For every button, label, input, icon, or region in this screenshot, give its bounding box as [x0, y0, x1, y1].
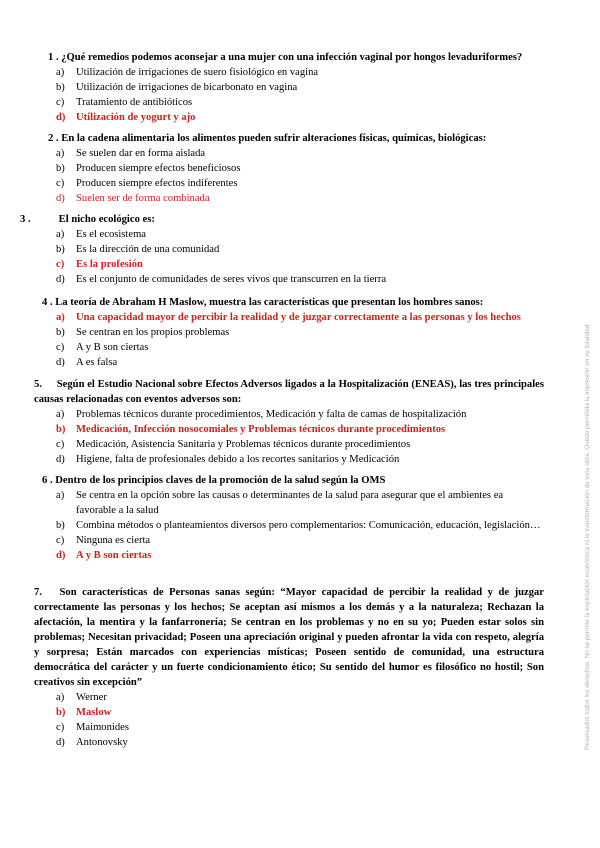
- option-c: c) Tratamiento de antibióticos: [56, 97, 193, 108]
- option-a: a) Werner: [56, 692, 107, 703]
- question-text: El nicho ecológico es:: [58, 214, 155, 225]
- option-d-correct: d) Utilización de yogurt y ajo: [56, 112, 196, 123]
- option-c-correct: c) Es la profesión: [56, 259, 143, 270]
- watermark-text: Reservados todos los derechos. No se permite la explotación económica ni la transformación de esta obra. Queda permitida la impresión en su totalidad.: [584, 322, 591, 750]
- option-d: d) Higiene, falta de profesionales debido a los recortes sanitarios y Medicación: [56, 454, 400, 465]
- option-b: b) Utilización de irrigaciones de bicarbonato en vagina: [56, 82, 298, 93]
- question-number: 2 .: [48, 133, 59, 144]
- question-4-title: [34, 295, 544, 310]
- option-b: b) Combina métodos o planteamientos diversos pero complementarios: Comunicación, educación, legislación…: [56, 520, 541, 531]
- question-3-title: [20, 212, 544, 227]
- question-number: 1 .: [48, 52, 59, 63]
- option-b: b) Producen siempre efectos beneficiosos: [56, 163, 241, 174]
- question-number: 5.: [34, 379, 42, 390]
- question-number: 6 .: [42, 475, 53, 486]
- question-6: [34, 473, 544, 563]
- question-text: En la cadena alimentaria los alimentos pueden sufrir alteraciones físicas, químicas, biológicas:: [61, 133, 487, 144]
- question-2: [34, 131, 544, 206]
- option-a: a) Se centra en la opción sobre las causas o determinantes de la salud para asegurar que el ambientes ea favorable a la salud: [56, 490, 504, 516]
- question-text: La teoría de Abraham H Maslow, muestra las características que presentan los hombres sanos:: [55, 297, 484, 308]
- question-6-title: [34, 473, 544, 488]
- option-a-correct: a) Una capacidad mayor de percibir la realidad y de juzgar correctamente a las personas y los hechos: [56, 312, 521, 323]
- question-7: [34, 585, 544, 750]
- question-5: [34, 377, 544, 467]
- option-d: d) Antonovsky: [56, 737, 128, 748]
- option-a: a) Se suelen dar en forma aislada: [56, 148, 206, 159]
- question-1: [34, 50, 544, 125]
- question-number: 4 .: [42, 297, 53, 308]
- option-a: a) Utilización de irrigaciones de suero fisiológico en vagina: [56, 67, 319, 78]
- question-text: Son características de Personas sanas según: “Mayor capacidad de percibir la realidad y de juzgar correctamente las personas y los hechos; Se aceptan así mismos a los demás y a la naturaleza; Rechazan la afectación, la mentira y la fanfarronería; Se centran en los problemas y no en su yo; Pueden estar solos sin problemas; Necesitan privacidad; Poseen una apreciación original y pueden afrontar la vida con respeto, alegría y sorpresa; Están marcados con experiencias místicas; Poseen sentido de comunidad, una estructura democrática del carácter y un fuerte condicionamiento ético; Su sentido del humor es filosófico no hostil; Son creativos sin excepción”: [34, 587, 544, 688]
- question-number: 3 .: [20, 214, 31, 225]
- option-c: c) Maimonides: [56, 722, 129, 733]
- question-number: 7.: [34, 587, 42, 598]
- option-a: a) Es el ecosistema: [56, 229, 147, 240]
- copyright-watermark: [574, 120, 591, 760]
- option-c: c) A y B son ciertas: [56, 342, 149, 353]
- question-4: [34, 295, 544, 370]
- option-d-correct: d) Suelen ser de forma combinada: [56, 193, 210, 204]
- question-1-title: [34, 50, 544, 65]
- option-c: c) Ninguna es cierta: [56, 535, 151, 546]
- option-b: b) Se centran en los propios problemas: [56, 327, 230, 338]
- option-c: c) Medicación, Asistencia Sanitaria y Problemas técnicos durante procedimientos: [56, 439, 411, 450]
- option-b-correct: b) Medicación, Infección nosocomiales y Problemas técnicos durante procedimientos: [56, 424, 446, 435]
- question-3: [20, 212, 544, 287]
- option-d: d) A es falsa: [56, 357, 118, 368]
- option-b-correct: b) Maslow: [56, 707, 112, 718]
- option-b: b) Es la dirección de una comunidad: [56, 244, 220, 255]
- option-c: c) Producen siempre efectos indiferentes: [56, 178, 238, 189]
- question-2-title: [34, 131, 544, 146]
- question-7-title: [34, 585, 544, 690]
- question-5-title: [34, 377, 544, 407]
- option-a: a) Problemas técnicos durante procedimientos, Medicación y falta de camas de hospitalización: [56, 409, 467, 420]
- question-text: Dentro de los principios claves de la promoción de la salud según la OMS: [55, 475, 386, 486]
- question-text: ¿Qué remedios podemos aconsejar a una mujer con una infección vaginal por hongos levaduriformes?: [61, 52, 523, 63]
- question-text: Según el Estudio Nacional sobre Efectos Adversos ligados a la Hospitalización (ENEAS), las tres principales causas relacionadas con eventos adversos son:: [34, 379, 544, 405]
- option-d: d) Es el conjunto de comunidades de seres vivos que transcurren en la tierra: [56, 274, 387, 285]
- option-d-correct: d) A y B son ciertas: [56, 550, 152, 561]
